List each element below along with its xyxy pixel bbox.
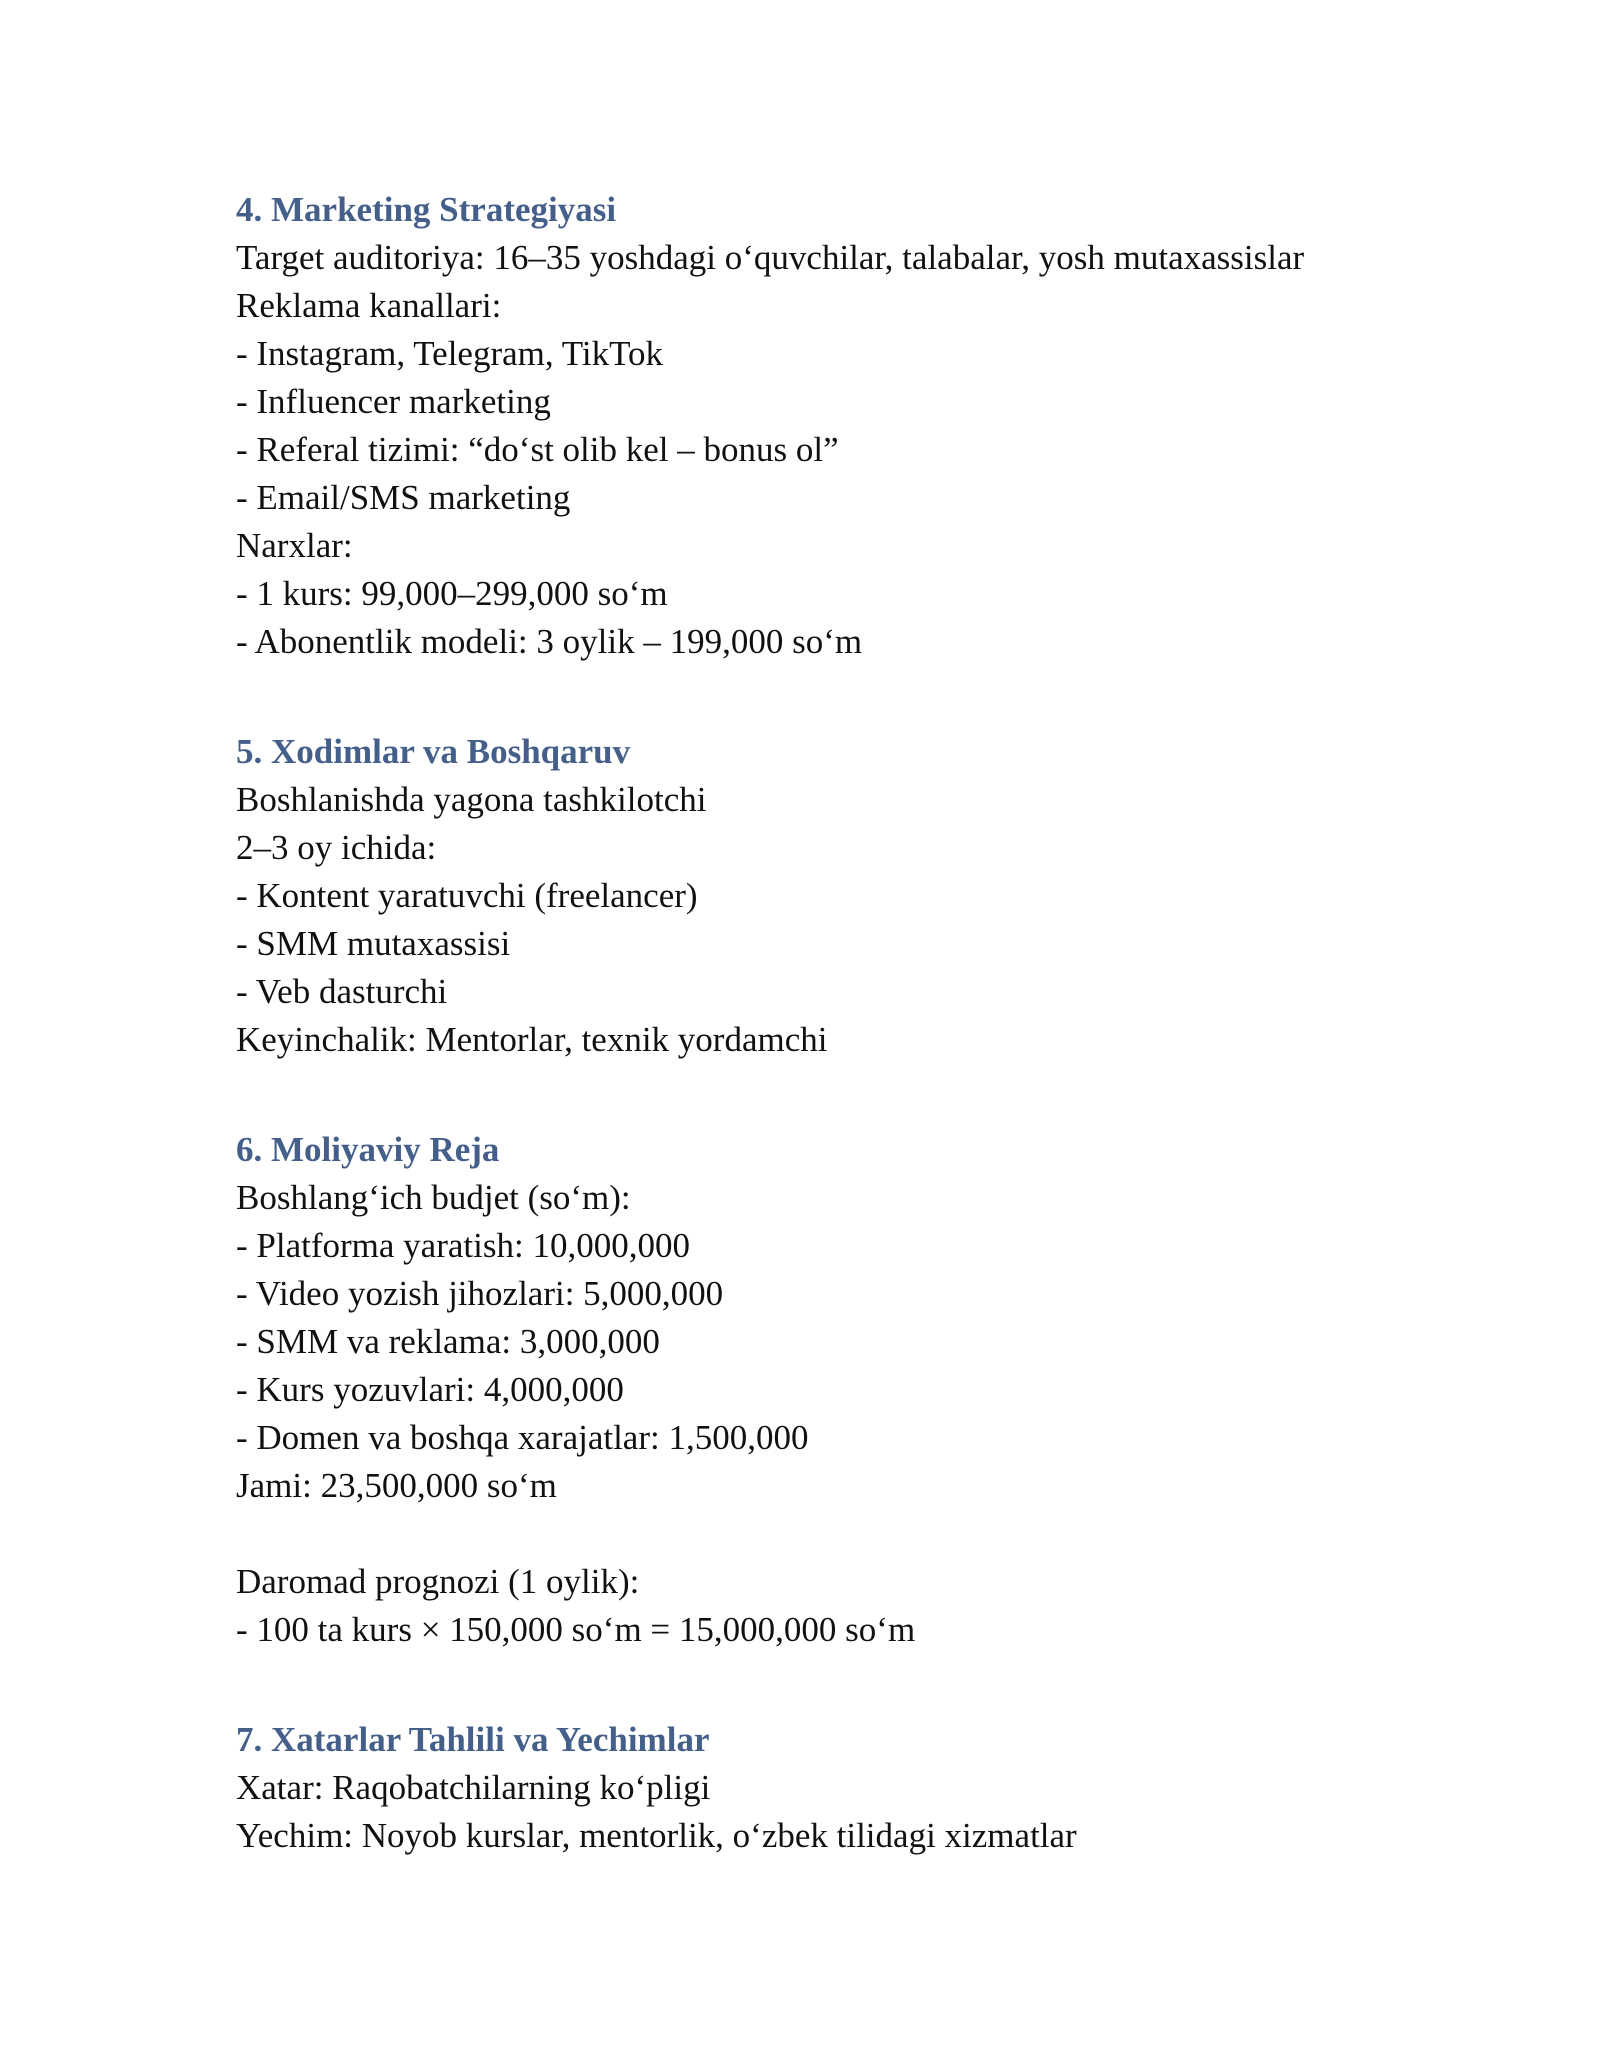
text-line: Daromad prognozi (1 oylik): [236, 1562, 640, 1601]
list-item: - Platforma yaratish: 10,000,000 [236, 1226, 690, 1265]
list-item: - Instagram, Telegram, TikTok [236, 334, 664, 373]
text-line: 2–3 oy ichida: [236, 828, 437, 867]
section-financial-plan [236, 1126, 1416, 1654]
list-item: - Kurs yozuvlari: 4,000,000 [236, 1370, 624, 1409]
list-item: - Video yozish jihozlari: 5,000,000 [236, 1274, 724, 1313]
section-heading: 7. Xatarlar Tahlili va Yechimlar [236, 1720, 710, 1759]
text-line: Narxlar: [236, 526, 353, 565]
text-line: Reklama kanallari: [236, 286, 502, 325]
section-heading: 4. Marketing Strategiyasi [236, 190, 617, 229]
document-page [236, 186, 1416, 1860]
list-item: - SMM va reklama: 3,000,000 [236, 1322, 660, 1361]
section-spacer [236, 1654, 1416, 1716]
text-line: Keyinchalik: Mentorlar, texnik yordamchi [236, 1020, 828, 1059]
list-item: - 1 kurs: 99,000–299,000 so‘m [236, 574, 668, 613]
section-spacer [236, 1064, 1416, 1126]
blank-line [236, 1510, 1416, 1558]
budget-total: Jami: 23,500,000 so‘m [236, 1466, 557, 1505]
text-line: Target auditoriya: 16–35 yoshdagi o‘quvchilar, talabalar, yosh mutaxassislar [236, 238, 1305, 277]
list-item: - Influencer marketing [236, 382, 551, 421]
text-line: Boshlang‘ich budjet (so‘m): [236, 1178, 631, 1217]
section-spacer [236, 666, 1416, 728]
list-item: - Abonentlik modeli: 3 oylik – 199,000 so‘m [236, 622, 863, 661]
list-item: - SMM mutaxassisi [236, 924, 511, 963]
text-line: Xatar: Raqobatchilarning ko‘pligi [236, 1768, 711, 1807]
text-line: Boshlanishda yagona tashkilotchi [236, 780, 707, 819]
list-item: - Domen va boshqa xarajatlar: 1,500,000 [236, 1418, 809, 1457]
section-marketing-strategy [236, 186, 1416, 666]
list-item: - 100 ta kurs × 150,000 so‘m = 15,000,000 so‘m [236, 1610, 916, 1649]
section-risk-analysis [236, 1716, 1416, 1860]
list-item: - Veb dasturchi [236, 972, 448, 1011]
section-heading: 5. Xodimlar va Boshqaruv [236, 732, 631, 771]
section-heading: 6. Moliyaviy Reja [236, 1130, 500, 1169]
text-line: Yechim: Noyob kurslar, mentorlik, o‘zbek tilidagi xizmatlar [236, 1816, 1077, 1855]
list-item: - Referal tizimi: “do‘st olib kel – bonus ol” [236, 430, 839, 469]
section-staff-management [236, 728, 1416, 1064]
list-item: - Kontent yaratuvchi (freelancer) [236, 876, 698, 915]
list-item: - Email/SMS marketing [236, 478, 571, 517]
